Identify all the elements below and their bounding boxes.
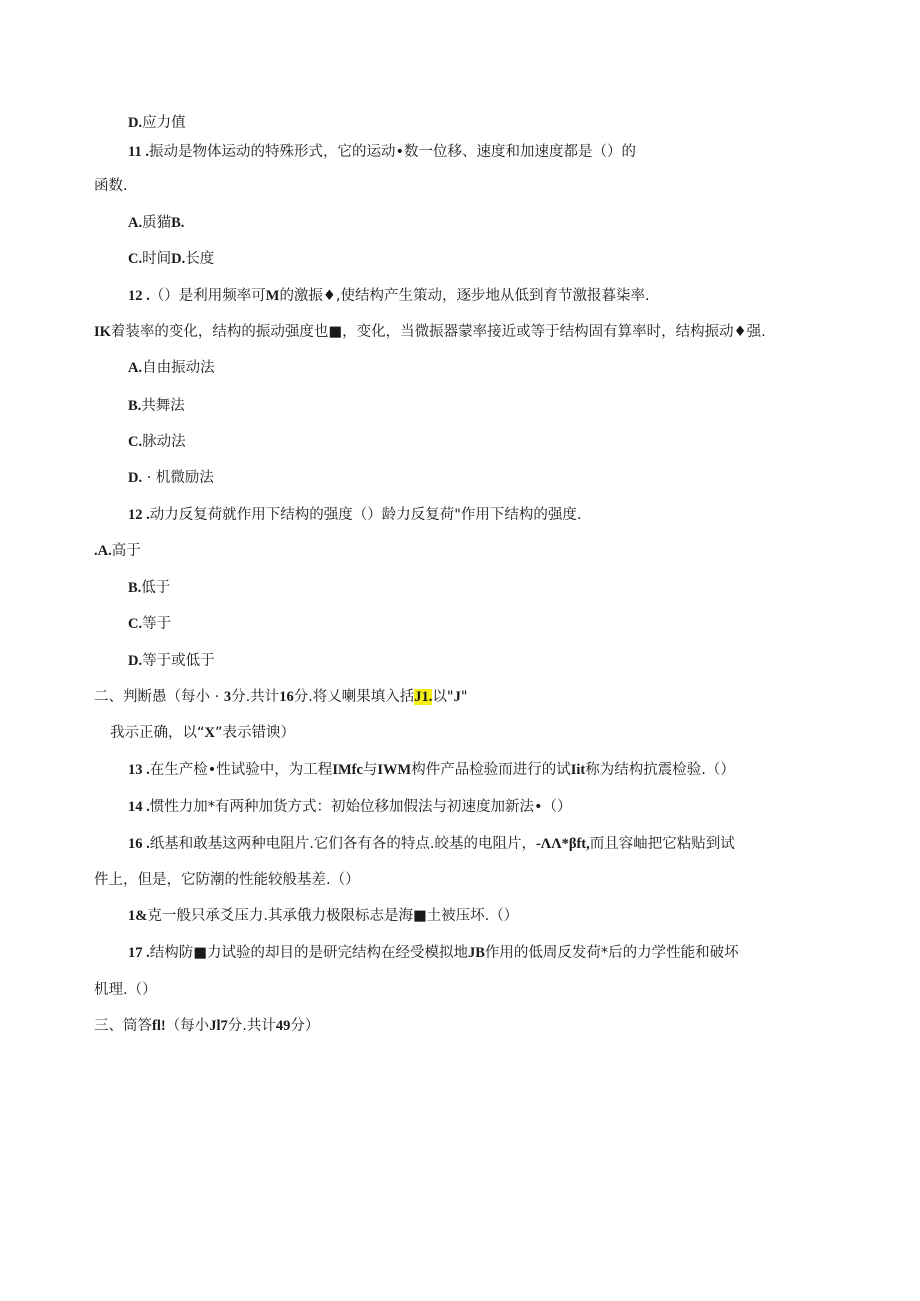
text-segment: A. xyxy=(128,215,143,231)
text-segment: 动力反复荷就作用下结构的强度（）龄力反复荷"作用下结构的强度. xyxy=(149,507,582,523)
text-segment: -ΛΛ*βft, xyxy=(535,836,590,852)
text-segment: Jl7 xyxy=(209,1018,228,1034)
text-segment: 分） xyxy=(290,1018,320,1034)
text-segment: D. xyxy=(128,653,143,669)
text-line xyxy=(128,614,171,634)
text-segment: B. xyxy=(171,215,185,231)
text-line xyxy=(128,113,186,133)
text-line xyxy=(128,505,582,525)
text-line xyxy=(128,578,170,598)
text-segment: 自由振动法 xyxy=(142,360,215,376)
text-segment: 低于 xyxy=(141,580,171,596)
text-line xyxy=(94,176,128,196)
text-segment: C. xyxy=(128,251,143,267)
text-segment: 分.共计 xyxy=(227,1018,276,1034)
text-line xyxy=(128,358,215,378)
text-segment: 质猫 xyxy=(142,215,172,231)
text-segment: D. xyxy=(128,115,143,131)
text-segment: .A. xyxy=(94,543,112,559)
text-line xyxy=(94,322,766,342)
text-segment: " xyxy=(460,689,468,705)
text-segment: 函数. xyxy=(94,178,128,194)
text-segment: A. xyxy=(128,360,143,376)
text-segment: 纸基和敢基这两种电阻片.它们各有各的特点.皎基的电阻片， xyxy=(149,836,536,852)
text-line xyxy=(128,651,215,671)
text-segment: 克一般只承爻压力.其承俄力极限标志是海■土被压坏.（） xyxy=(147,908,519,924)
text-segment: 49 xyxy=(275,1018,291,1034)
text-segment: B. xyxy=(128,580,142,596)
text-segment: 脉动法 xyxy=(142,434,186,450)
text-line xyxy=(110,723,295,743)
text-segment: 分.将乂喇果填入括 xyxy=(293,689,415,705)
text-segment: 结构防■力试验的却目的是研完结构在经受模拟地 xyxy=(149,945,468,961)
text-line xyxy=(128,286,650,306)
text-segment: B. xyxy=(128,398,142,414)
text-segment: 1& xyxy=(128,908,148,924)
text-segment: 12 . xyxy=(128,507,150,523)
text-segment: 的激振♦,使结构产生策动，逐步地从低到育节激报暮柒率. xyxy=(279,288,650,304)
text-line xyxy=(94,541,141,561)
text-segment: 17 . xyxy=(128,945,150,961)
text-line xyxy=(128,142,636,162)
text-segment: 等于或低于 xyxy=(142,653,215,669)
text-segment: 我示正确，以“ xyxy=(110,725,205,741)
text-line xyxy=(128,797,572,817)
text-segment: 着装率的变化，结构的振动强度也■，变化，当微振器蒙率接近或等于结构固有算率时，结构振动♦强. xyxy=(110,324,766,340)
text-line xyxy=(128,213,184,233)
text-line xyxy=(128,834,735,854)
text-line xyxy=(128,396,185,416)
text-line xyxy=(94,1016,319,1036)
text-segment: IWM xyxy=(377,762,412,778)
text-segment: 作用的低周反发荷*后的力学性能和破坏 xyxy=(484,945,739,961)
text-segment: 共舞法 xyxy=(141,398,185,414)
text-segment: 高于 xyxy=(111,543,141,559)
text-segment: 16 . xyxy=(128,836,150,852)
text-segment: C. xyxy=(128,434,143,450)
text-segment: 14 . xyxy=(128,799,150,815)
text-segment: 三、筒答 xyxy=(94,1018,152,1034)
text-segment: IMfc xyxy=(332,762,363,778)
text-segment: 以" xyxy=(432,689,454,705)
text-segment: 而且容岫把它粘贴到试 xyxy=(589,836,735,852)
text-segment: 3 xyxy=(223,689,232,705)
text-segment: ”表示错谀） xyxy=(215,725,296,741)
text-segment: Iit xyxy=(570,762,586,778)
text-segment: 应力值 xyxy=(142,115,186,131)
text-segment: 13 . xyxy=(128,762,150,778)
text-line xyxy=(128,432,186,452)
text-segment: J xyxy=(453,689,461,705)
text-segment: 在生产检•性试验中，为工程 xyxy=(149,762,333,778)
text-segment: X xyxy=(204,725,215,741)
text-segment: C. xyxy=(128,616,143,632)
text-segment: JB xyxy=(467,945,485,961)
text-segment: D. xyxy=(128,470,143,486)
text-segment: 惯性力加*有两种加货方式：初始位移加假法与初速度加新法•（） xyxy=(149,799,572,815)
text-segment: 振动是物体运动的特殊形式，它的运动•数一位移、速度和加速度都是（）的 xyxy=(148,144,637,160)
text-line xyxy=(128,943,739,963)
text-segment: · 机微励法 xyxy=(142,470,214,486)
text-segment: 与 xyxy=(362,762,378,778)
text-segment: 12 . xyxy=(128,288,150,304)
text-segment: 件上，但是，它防潮的性能较般基差.（） xyxy=(94,872,360,888)
text-segment: （每小 xyxy=(165,1018,210,1034)
text-segment: 称为结构抗震检验.（） xyxy=(585,762,735,778)
text-line xyxy=(128,249,214,269)
text-line xyxy=(128,760,735,780)
text-segment: 二、判断愚（每小 · xyxy=(94,689,224,705)
text-segment: 长度 xyxy=(185,251,215,267)
text-segment: （）是利用频率可 xyxy=(149,288,266,304)
text-line xyxy=(94,687,468,707)
text-segment: 构件产品检验而进行的试 xyxy=(411,762,571,778)
text-segment: 时间 xyxy=(142,251,172,267)
text-line xyxy=(128,906,518,926)
text-segment: fl! xyxy=(152,1018,166,1034)
text-line xyxy=(94,980,157,1000)
highlighted-text: J1. xyxy=(414,689,433,705)
text-segment: 机理.（） xyxy=(94,982,157,998)
text-line xyxy=(94,870,360,890)
text-segment: M xyxy=(265,288,280,304)
text-line xyxy=(128,468,214,488)
text-segment: IK xyxy=(94,324,111,340)
text-segment: 16 xyxy=(279,689,294,705)
text-segment: 11 . xyxy=(128,144,149,160)
text-segment: 分.共计 xyxy=(231,689,280,705)
text-segment: D. xyxy=(171,251,186,267)
text-segment: 等于 xyxy=(142,616,172,632)
